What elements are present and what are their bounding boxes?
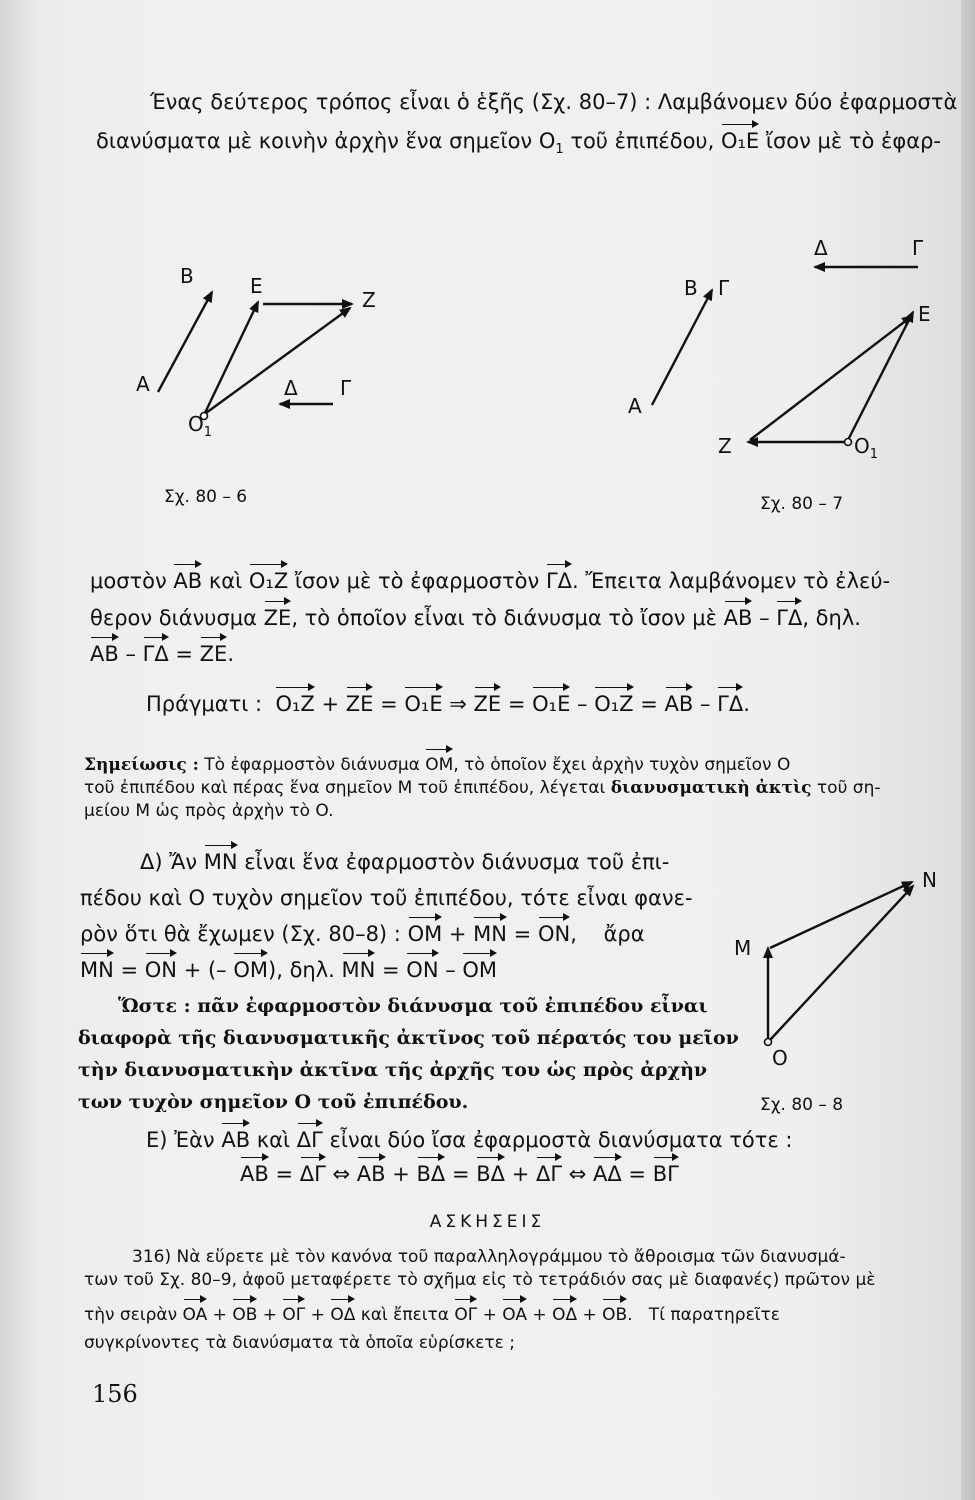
exercises-heading: ΑΣΚΗΣΕΙΣ xyxy=(429,1212,546,1232)
fig6-label-g: Γ xyxy=(340,376,352,400)
exercise-line-1: 316) Νὰ εὕρετε μὲ τὸν κανόνα τοῦ παραλληλογράμμου τὸ ἄθροισμα τῶν διανυσμά- xyxy=(132,1247,846,1267)
intro-line-1: Ένας δεύτερος τρόπος εἶναι ὁ ἑξῆς (Σχ. 80–7) : Λαμβάνομεν δύο ἐφαρμοστὰ xyxy=(150,90,958,114)
vector-o1e-fig6 xyxy=(204,302,258,415)
proof-line: Πράγματι : O₁Z + ZE = O₁E ⇒ ZE = O₁E – O₁Z = AB – ΓΔ. xyxy=(146,692,750,716)
fig7-label-e: E xyxy=(918,302,931,326)
para-line-2: θερον διάνυσμα ZE, τὸ ὁποῖον εἶναι τὸ διάνυσμα τὸ ἴσον μὲ AB – ΓΔ, δηλ. xyxy=(90,606,861,630)
vector-o1e-fig7 xyxy=(848,312,913,440)
fig7-label-o1: $O_1$ xyxy=(854,434,879,462)
sectionE-line-1: E) Ἐὰν AB καὶ ΔΓ εἶναι δύο ἴσα ἐφαρμοστὰ διανύσματα τότε : xyxy=(146,1128,793,1152)
sectionE-equation: AB = ΔΓ ⇔ AB + BΔ = BΔ + ΔΓ ⇔ AΔ = BΓ xyxy=(240,1162,679,1186)
fig8-label-n: N xyxy=(922,868,937,892)
fig8-label-o: O xyxy=(772,1046,788,1070)
page-number: 156 xyxy=(92,1380,138,1408)
fig7-label-b: B xyxy=(684,276,698,300)
fig6-label-a: A xyxy=(136,372,150,396)
fig6-label-z: Z xyxy=(362,288,376,312)
vector-o1z-fig6 xyxy=(206,308,350,413)
fig6-caption: Σχ. 80 – 6 xyxy=(164,487,248,507)
sectionD-line-6: διαφορὰ τῆς διανυσματικῆς ἀκτῖνος τοῦ πέρατός του μεῖον xyxy=(78,1027,739,1049)
vector-mn-fig8 xyxy=(770,882,912,948)
fig6-label-e: E xyxy=(250,274,263,298)
vector-ab-fig7 xyxy=(652,290,712,405)
fig6-label-o1: $O_1$ xyxy=(188,412,213,440)
fig6-label-d: Δ xyxy=(284,376,298,400)
point-o-fig8 xyxy=(765,1039,772,1046)
sectionD-line-5: Ὥστε : πᾶν ἐφαρμοστὸν διάνυσμα τοῦ ἐπιπέδου εἶναι xyxy=(118,995,708,1017)
note-line-2: τοῦ ἐπιπέδου καὶ πέρας ἕνα σημεῖον M τοῦ ἐπιπέδου, λέγεται διανυσματικὴ ἀκτὶς τοῦ ση- xyxy=(84,778,881,798)
sectionD-line-2: πέδου καὶ O τυχὸν σημεῖον τοῦ ἐπιπέδου, τότε εἶναι φανε- xyxy=(80,886,693,910)
vector-on-fig8 xyxy=(770,886,913,1040)
exercise-line-4: συγκρίνοντες τὰ διανύσματα τὰ ὁποῖα εὑρίσκετε ; xyxy=(84,1333,515,1353)
fig8-caption: Σχ. 80 – 8 xyxy=(760,1095,844,1115)
fig7-label-g-top: Γ xyxy=(912,236,924,260)
fig7-label-z: Z xyxy=(718,434,732,458)
sectionD-line-1: Δ) Ἄν MN εἶναι ἕνα ἐφαρμοστὸν διάνυσμα τοῦ ἐπι- xyxy=(140,850,670,874)
note-line-3: μείου M ὡς πρὸς ἀρχὴν τὸ O. xyxy=(84,801,334,821)
sectionD-line-7: τὴν διανυσματικὴν ἀκτῖνα τῆς ἀρχῆς του ὡς πρὸς ἀρχὴν xyxy=(78,1059,708,1081)
para-line-3: AB – ΓΔ = ZE. xyxy=(90,642,235,666)
fig-80-8 xyxy=(765,882,914,1046)
exercise-line-2: των τοῦ Σχ. 80–9, ἀφοῦ μεταφέρετε τὸ σχῆμα εἰς τὸ τετράδιόν σας μὲ διαφανές) πρῶτον μὲ xyxy=(84,1270,876,1290)
fig7-label-a: A xyxy=(628,394,642,418)
sectionD-line-8: των τυχὸν σημεῖον O τοῦ ἐπιπέδου. xyxy=(78,1091,469,1113)
fig7-label-d: Δ xyxy=(814,236,828,260)
fig8-label-m: M xyxy=(734,936,752,960)
exercise-line-3: τὴν σειρὰν OA + OB + OΓ + OΔ καὶ ἔπειτα OΓ + OA + OΔ + OB. Τί παρατηρεῖτε xyxy=(84,1302,780,1328)
note-line-1: Σημείωσις : Τὸ ἐφαρμοστὸν διάνυσμα OM, τὸ ὁποῖον ἔχει ἀρχὴν τυχὸν σημεῖον O xyxy=(84,752,790,778)
intro-line-2: διανύσματα μὲ κοινὴν ἀρχὴν ἕνα σημεῖον $O_1$ τοῦ ἐπιπέδου, O₁E ἴσον μὲ τὸ ἐφαρ- xyxy=(96,129,942,158)
sectionD-line-3: ρὸν ὅτι θὰ ἔχωμεν (Σχ. 80–8) : OM + MN = ON, ἄρα xyxy=(80,922,645,946)
sectionD-line-4: MN = ON + (– OM), δηλ. MN = ON – OM xyxy=(80,958,498,982)
vector-ze-fig7 xyxy=(750,316,912,440)
fig7-label-g: Γ xyxy=(718,276,730,300)
fig6-label-b: B xyxy=(180,264,194,288)
fig-80-6 xyxy=(158,292,352,420)
vector-ab-fig6 xyxy=(158,292,212,392)
fig7-caption: Σχ. 80 – 7 xyxy=(760,494,844,514)
point-o1-fig7 xyxy=(845,439,852,446)
para-line-1: μοστὸν AB καὶ O₁Z ἴσον μὲ τὸ ἐφαρμοστὸν ΓΔ. Ἔπειτα λαμβάνομεν τὸ ἐλεύ- xyxy=(90,569,891,593)
